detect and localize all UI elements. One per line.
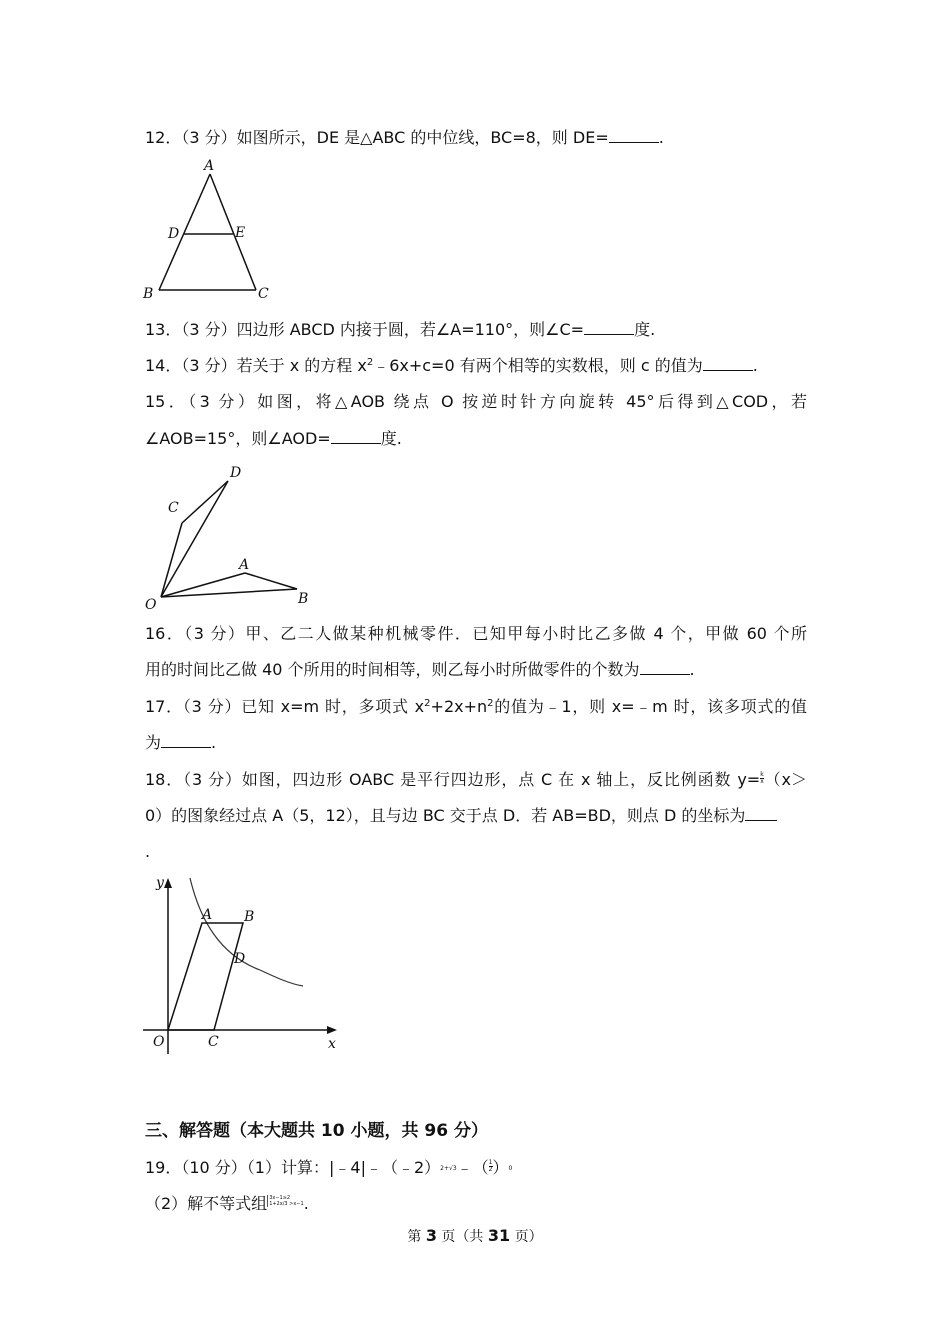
- q18-coordinate-figure: [135, 870, 350, 1060]
- q15-line2: [145, 429, 402, 449]
- inverse-curve: [190, 878, 303, 986]
- label-C: C: [258, 286, 269, 302]
- label-A: A: [202, 907, 213, 923]
- inequality-row-2: 1+2x/3 >x−1: [269, 1201, 304, 1207]
- q19-text-pre: 19．（10 分）（1）计算：: [145, 1158, 329, 1177]
- q16-text-line2: 用的时间比乙做 40 个所用的时间相等，则乙每小时所做零件的个数为: [145, 660, 640, 679]
- frac-numerator: 1: [488, 1159, 493, 1166]
- label-A: A: [204, 158, 215, 174]
- q16-line1: [145, 624, 807, 644]
- q17-text-line2: 为: [145, 733, 162, 752]
- q15-text-line2: ∠AOB=15°，则∠AOD=: [145, 429, 331, 448]
- x-axis-arrow: [327, 1026, 337, 1034]
- q16-text-line1: 16．（3 分）甲、乙二人做某种机械零件．已知甲每小时比乙多做 4 个，甲做 60 个所: [145, 624, 807, 643]
- q19-part2: [145, 1194, 309, 1214]
- q18-line2: [145, 806, 777, 826]
- section-title: 三、解答题（本大题共 10 小题，共 96 分）: [145, 1121, 488, 1141]
- q19-part2-end: .: [303, 1194, 309, 1213]
- q17-exponent-1: 2: [424, 698, 431, 709]
- q18-text-pre: 18．（3 分）如图，四边形 OABC 是平行四边形，点 C 在 x 轴上，反比例函数 y=: [145, 770, 761, 789]
- q19-text-mid2: ﹣（: [456, 1158, 489, 1177]
- segment-cd: [182, 481, 228, 523]
- q14-answer-blank: [703, 356, 753, 371]
- q17-text-pre: 17．（3 分）已知 x=m 时，多项式 x: [145, 697, 425, 716]
- q18-line3: [145, 842, 150, 862]
- footer-page-number: 3: [425, 1226, 437, 1245]
- q19-part2-text: （2）解不等式组: [145, 1194, 268, 1213]
- q12-triangle-figure: [135, 152, 285, 307]
- q12-answer-blank: [609, 128, 659, 143]
- q16-end: .: [689, 660, 695, 679]
- label-A: A: [239, 557, 250, 573]
- q14-end: .: [752, 356, 758, 375]
- q19-exponent: 2+√3: [440, 1165, 457, 1172]
- label-C: C: [208, 1034, 219, 1050]
- label-D: D: [234, 951, 246, 967]
- q13-answer-blank: [584, 320, 634, 335]
- q12-end: .: [658, 128, 664, 147]
- edge-ab: [159, 174, 210, 290]
- q13-text: 13．（3 分）四边形 ABCD 内接于圆，若∠A=110°，则∠C=: [145, 320, 585, 339]
- label-B: B: [298, 591, 309, 607]
- q16-line2: [145, 660, 695, 680]
- segment-oc: [161, 523, 182, 597]
- q18-answer-blank: [745, 806, 777, 821]
- q18-text-post: （x＞: [763, 770, 807, 789]
- q18-text-line3: .: [145, 842, 151, 861]
- edge-ac: [210, 174, 256, 290]
- footer-post: 页）: [510, 1229, 543, 1245]
- q15-rotation-figure: [135, 455, 320, 615]
- q17-exponent-2: 2: [487, 698, 494, 709]
- q19-text-end: ）: [492, 1158, 509, 1177]
- label-B: B: [143, 286, 154, 302]
- y-axis-arrow: [164, 878, 172, 888]
- q19-inequality-system: [267, 1195, 304, 1207]
- q15-line1: [145, 392, 807, 412]
- label-C: C: [168, 500, 179, 516]
- q15-end: 度.: [380, 429, 402, 448]
- label-B: B: [244, 909, 255, 925]
- q18-text-line2: 0）的图象经过点 A（5，12），且与边 BC 交于点 D．若 AB=BD，则点 D 的坐标为: [145, 806, 746, 825]
- q12-line: [145, 128, 664, 148]
- q13-line: [145, 320, 655, 340]
- q12-text: 12．（3 分）如图所示，DE 是△ABC 的中位线，BC=8，则 DE=: [145, 128, 609, 147]
- label-O: O: [153, 1034, 165, 1050]
- footer-mid: 页（共: [436, 1229, 488, 1245]
- q17-text-post: 的值为﹣1，则 x=﹣m 时，该多项式的值: [493, 697, 807, 716]
- q19-exponent-zero: 0: [508, 1165, 513, 1172]
- q19-absolute-value: |﹣4|: [329, 1158, 366, 1177]
- label-x: x: [328, 1036, 336, 1052]
- q17-text-mid: +2x+n: [430, 697, 488, 716]
- segment-od: [161, 481, 228, 597]
- footer-pre: 第: [407, 1229, 426, 1245]
- q13-end: 度.: [634, 320, 656, 339]
- page-footer: [0, 1227, 950, 1246]
- label-O: O: [145, 597, 157, 613]
- segment-ob: [161, 589, 297, 597]
- q15-answer-blank: [331, 429, 381, 444]
- frac-denominator: 2: [488, 1166, 493, 1173]
- label-y: y: [156, 875, 164, 891]
- q18-line1: [145, 770, 807, 790]
- label-E: E: [235, 225, 246, 241]
- frac-numerator: k: [760, 771, 764, 778]
- q19-part1: [145, 1158, 512, 1179]
- q14-exponent: 2: [366, 357, 374, 368]
- q14-line: [145, 356, 758, 376]
- frac-denominator: x: [760, 778, 764, 785]
- q19-text-mid: ﹣（﹣2）: [365, 1158, 441, 1177]
- inequality-row-1: 3x−1≥2: [269, 1195, 291, 1201]
- q17-line1: [145, 697, 807, 717]
- q14-text-post: ﹣6x+c=0 有两个相等的实数根，则 c 的值为: [373, 356, 703, 375]
- section-heading: [145, 1121, 488, 1141]
- footer-total-pages: 31: [487, 1226, 511, 1245]
- q17-end: .: [211, 733, 217, 752]
- q14-text-pre: 14．（3 分）若关于 x 的方程 x: [145, 356, 367, 375]
- q15-text-line1: 15．（3 分）如图，将△AOB 绕点 O 按逆时针方向旋转 45°后得到△COD，若: [145, 392, 807, 411]
- parallelogram-oabc: [168, 923, 246, 1030]
- label-D: D: [168, 226, 180, 242]
- q16-answer-blank: [640, 660, 690, 675]
- q17-answer-blank: [161, 733, 211, 748]
- label-D: D: [230, 465, 242, 481]
- q17-line2: [145, 733, 216, 753]
- segment-ab: [245, 573, 297, 589]
